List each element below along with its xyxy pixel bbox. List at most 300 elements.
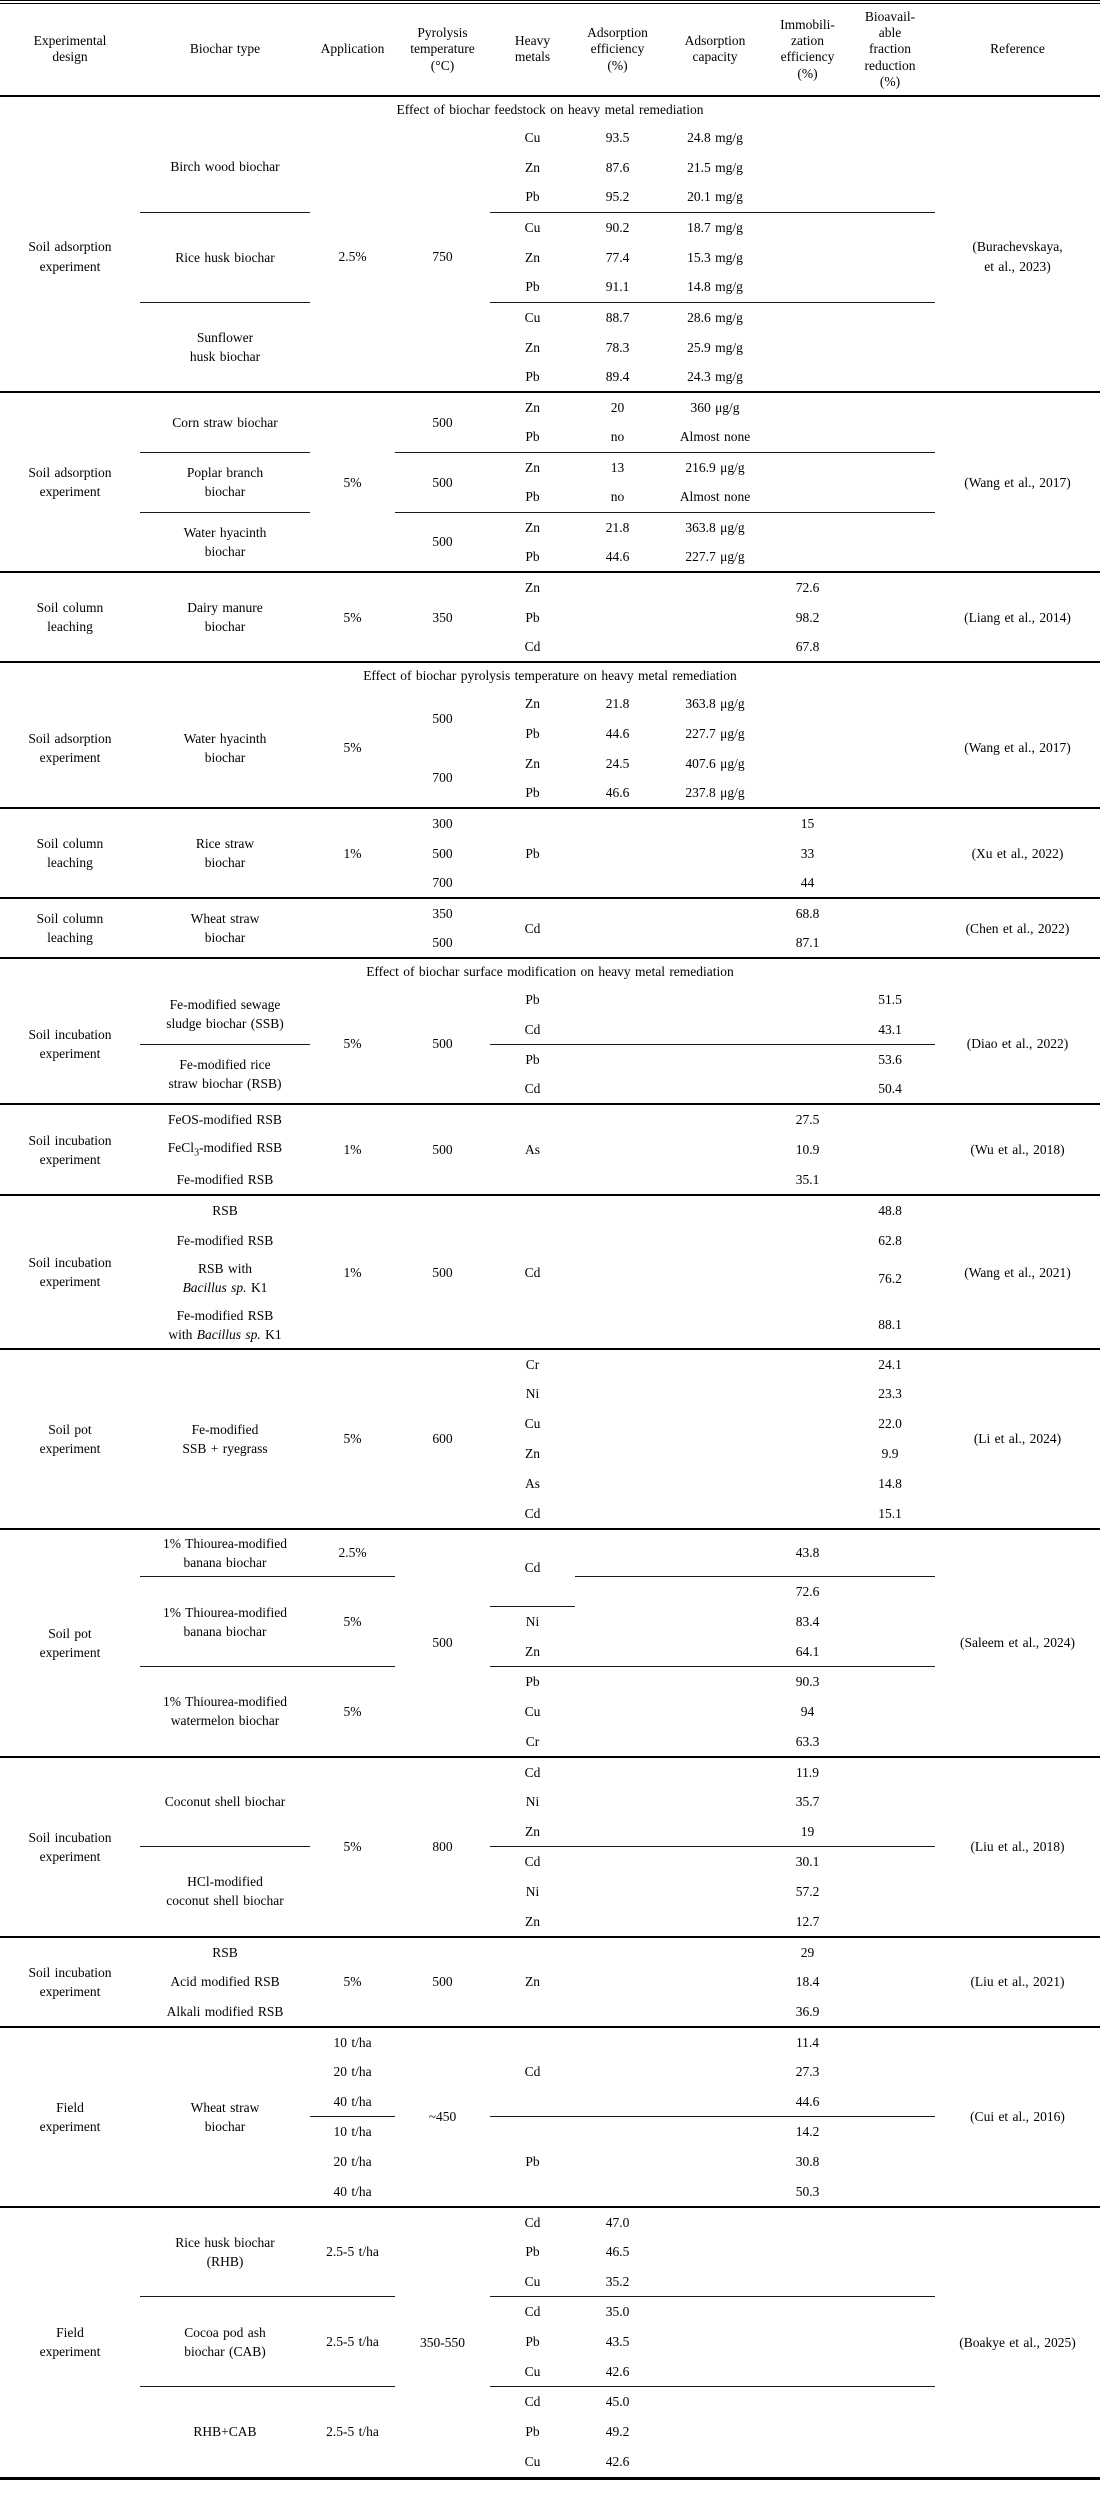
cell-immobilization-efficiency: 15 — [770, 808, 845, 838]
cell-experimental-design: Field experiment — [0, 2027, 140, 2207]
cell-application: 2.5% — [310, 1529, 395, 1577]
cell-bioavailable-reduction — [845, 1667, 935, 1697]
cell-heavy-metal: Pb — [525, 2153, 540, 2169]
cell-adsorption-efficiency — [575, 1225, 660, 1255]
cell-bioavailable-reduction: 22.0 — [878, 1416, 902, 1432]
cell-adsorption-efficiency: 87.6 — [605, 159, 630, 175]
cell-heavy-metal: Zn — [490, 1937, 575, 2027]
cell-pyrolysis-temperature: ~450 — [395, 2027, 490, 2207]
cell-bioavailable-reduction: 24.1 — [845, 1349, 935, 1379]
cell-bioavailable-reduction — [845, 748, 935, 778]
cell-immobilization-efficiency — [770, 1499, 845, 1529]
cell-adsorption-efficiency: 21.8 — [605, 695, 630, 711]
cell-immobilization-efficiency — [770, 778, 845, 808]
cell-bioavailable-reduction — [845, 2267, 935, 2297]
table-row — [0, 2207, 1100, 2237]
cell-adsorption-efficiency — [575, 1997, 660, 2027]
cell-adsorption-efficiency — [575, 1727, 660, 1757]
cell-adsorption-efficiency: 24.5 — [605, 755, 630, 771]
cell-immobilization-efficiency: 27.5 — [770, 1104, 845, 1134]
cell-immobilization-efficiency: 57.2 — [795, 1884, 820, 1900]
cell-adsorption-capacity — [660, 2027, 770, 2057]
cell-heavy-metal: Zn — [525, 339, 540, 355]
cell-adsorption-capacity — [660, 1195, 770, 1225]
cell-bioavailable-reduction — [845, 1877, 935, 1907]
cell-bioavailable-reduction — [845, 2117, 935, 2147]
cell-bioavailable-reduction — [845, 1727, 935, 1757]
cell-bioavailable-reduction — [845, 2387, 935, 2417]
cell-heavy-metal: Cd — [524, 2304, 541, 2320]
col-header-experimental-design: Experimental design — [0, 4, 140, 96]
cell-adsorption-capacity — [660, 1967, 770, 1997]
cell-heavy-metal: Pb — [490, 422, 575, 452]
cell-immobilization-efficiency — [770, 1255, 845, 1301]
table-row — [0, 688, 1100, 718]
cell-adsorption-capacity — [660, 2357, 770, 2387]
cell-adsorption-capacity — [660, 1469, 770, 1499]
cell-immobilization-efficiency: 12.7 — [795, 1913, 820, 1929]
cell-experimental-design: Field experiment — [0, 2207, 140, 2477]
cell-reference: (Diao et al., 2022) — [966, 1036, 1069, 1052]
cell-adsorption-efficiency: 90.2 — [605, 219, 630, 235]
cell-biochar-type: 1% Thiourea-modified banana biochar — [140, 1577, 310, 1667]
cell-adsorption-capacity — [660, 808, 770, 838]
cell-pyrolysis-temperature: 500 — [432, 534, 453, 550]
col-header-bioavailable-reduction: Bioavail- able fraction reduction (%) — [845, 4, 935, 96]
cell-adsorption-efficiency — [575, 1667, 660, 1697]
cell-bioavailable-reduction — [845, 808, 935, 838]
cell-heavy-metal: Cd — [524, 639, 541, 655]
cell-application: 2.5% — [338, 249, 367, 265]
cell-bioavailable-reduction — [845, 1937, 935, 1967]
cell-bioavailable-reduction: 51.5 — [878, 991, 902, 1007]
cell-adsorption-efficiency — [575, 984, 660, 1014]
cell-bioavailable-reduction — [845, 242, 935, 272]
cell-bioavailable-reduction — [845, 2057, 935, 2087]
cell-biochar-type: Alkali modified RSB — [166, 2003, 284, 2019]
cell-immobilization-efficiency — [770, 512, 845, 542]
cell-adsorption-capacity: 24.8 mg/g — [687, 129, 743, 145]
table-row — [0, 572, 1100, 602]
cell-bioavailable-reduction — [845, 1529, 935, 1577]
cell-adsorption-capacity — [660, 984, 770, 1014]
cell-heavy-metal: Cu — [524, 1416, 541, 1432]
cell-immobilization-efficiency — [770, 2327, 845, 2357]
cell-adsorption-efficiency — [575, 1255, 660, 1301]
cell-adsorption-efficiency — [575, 2027, 660, 2057]
cell-adsorption-capacity — [660, 2267, 770, 2297]
cell-bioavailable-reduction: 43.1 — [845, 1014, 935, 1044]
cell-biochar-type: FeCl$_3$-modified RSB — [167, 1140, 283, 1160]
cell-bioavailable-reduction — [845, 2207, 935, 2237]
cell-heavy-metal: Zn — [490, 572, 575, 602]
cell-adsorption-efficiency: 91.1 — [575, 272, 660, 302]
cell-application: 5% — [310, 1937, 395, 2027]
table-body — [0, 96, 1100, 2477]
cell-immobilization-efficiency — [770, 1439, 845, 1469]
table-row — [0, 1529, 1100, 1577]
cell-heavy-metal: Cd — [490, 898, 575, 958]
cell-adsorption-capacity — [660, 1727, 770, 1757]
cell-biochar-type: Poplar branch biochar — [140, 452, 310, 512]
cell-immobilization-efficiency: 43.8 — [770, 1529, 845, 1577]
cell-adsorption-efficiency — [575, 2117, 660, 2147]
cell-immobilization-efficiency — [770, 242, 845, 272]
cell-heavy-metal: Cd — [524, 1854, 541, 1870]
cell-bioavailable-reduction — [845, 602, 935, 632]
table-row — [0, 1349, 1100, 1379]
cell-bioavailable-reduction — [845, 868, 935, 898]
cell-adsorption-efficiency — [575, 2177, 660, 2207]
cell-immobilization-efficiency — [770, 542, 845, 572]
cell-immobilization-efficiency — [770, 688, 845, 718]
cell-immobilization-efficiency — [770, 2447, 845, 2477]
cell-bioavailable-reduction: 15.1 — [878, 1505, 902, 1521]
cell-biochar-type: Corn straw biochar — [140, 392, 310, 452]
cell-application: 10 t/ha — [333, 2124, 372, 2140]
cell-adsorption-efficiency: 13 — [610, 459, 625, 475]
cell-adsorption-capacity: 24.3 mg/g — [687, 369, 743, 385]
cell-immobilization-efficiency — [770, 1349, 845, 1379]
cell-bioavailable-reduction — [845, 332, 935, 362]
cell-adsorption-efficiency — [575, 2147, 660, 2177]
cell-heavy-metal: Ni — [525, 1884, 540, 1900]
cell-pyrolysis-temperature: 500 — [395, 1529, 490, 1757]
cell-bioavailable-reduction — [845, 362, 935, 392]
cell-bioavailable-reduction — [845, 2147, 935, 2177]
cell-heavy-metal: Pb — [525, 991, 540, 1007]
cell-immobilization-efficiency: 10.9 — [795, 1142, 820, 1158]
cell-immobilization-efficiency — [770, 2297, 845, 2327]
cell-immobilization-efficiency: 27.3 — [795, 2064, 820, 2080]
cell-pyrolysis-temperature: 350 — [395, 572, 490, 662]
cell-heavy-metal: Zn — [525, 695, 540, 711]
table-row — [0, 1104, 1100, 1134]
cell-adsorption-efficiency: 93.5 — [605, 129, 630, 145]
cell-adsorption-capacity: 407.6 μg/g — [685, 755, 745, 771]
cell-adsorption-capacity — [660, 1044, 770, 1074]
cell-adsorption-capacity — [660, 1877, 770, 1907]
table-row — [0, 808, 1100, 838]
cell-immobilization-efficiency: 44.6 — [770, 2087, 845, 2117]
cell-immobilization-efficiency — [770, 2207, 845, 2237]
cell-heavy-metal: Pb — [525, 1052, 540, 1068]
cell-application: 20 t/ha — [333, 2064, 372, 2080]
cell-adsorption-capacity — [660, 2327, 770, 2357]
cell-heavy-metal: Zn — [525, 519, 540, 535]
cell-biochar-type: Water hyacinth biochar — [183, 730, 267, 765]
cell-immobilization-efficiency — [770, 362, 845, 392]
cell-immobilization-efficiency — [770, 482, 845, 512]
cell-immobilization-efficiency — [770, 1014, 845, 1044]
cell-reference: (Wang et al., 2017) — [964, 740, 1071, 756]
col-header-application: Application — [310, 4, 395, 96]
cell-bioavailable-reduction — [845, 182, 935, 212]
cell-adsorption-efficiency: 44.6 — [605, 725, 630, 741]
cell-biochar-type: Rice husk biochar — [140, 212, 310, 302]
cell-heavy-metal: Pb — [525, 609, 540, 625]
cell-bioavailable-reduction — [845, 122, 935, 152]
cell-bioavailable-reduction — [845, 928, 935, 958]
cell-heavy-metal: Cd — [490, 2207, 575, 2237]
cell-adsorption-capacity: 18.7 mg/g — [687, 219, 743, 235]
col-header-reference: Reference — [935, 4, 1100, 96]
cell-adsorption-efficiency — [575, 1529, 660, 1577]
cell-reference: (Liu et al., 2021) — [935, 1937, 1100, 2027]
cell-adsorption-efficiency — [575, 1104, 660, 1134]
cell-application: 2.5-5 t/ha — [326, 2424, 379, 2440]
cell-heavy-metal: Zn — [490, 1637, 575, 1667]
cell-adsorption-capacity — [660, 2177, 770, 2207]
cell-bioavailable-reduction — [845, 2447, 935, 2477]
cell-immobilization-efficiency — [770, 302, 845, 332]
cell-bioavailable-reduction — [845, 152, 935, 182]
cell-adsorption-capacity — [660, 1225, 770, 1255]
cell-application: 2.5-5 t/ha — [310, 2207, 395, 2297]
cell-immobilization-efficiency: 64.1 — [770, 1637, 845, 1667]
cell-adsorption-capacity — [660, 1302, 770, 1349]
cell-immobilization-efficiency: 30.8 — [795, 2154, 820, 2170]
cell-bioavailable-reduction — [845, 1847, 935, 1877]
cell-application: 1% — [310, 1195, 395, 1349]
cell-application: 5% — [310, 1577, 395, 1667]
cell-adsorption-capacity — [660, 1817, 770, 1847]
cell-biochar-type: RSB with Bacillus sp. K1 — [182, 1261, 268, 1296]
cell-adsorption-efficiency: no — [575, 422, 660, 452]
cell-adsorption-efficiency — [575, 1937, 660, 1967]
cell-adsorption-efficiency — [575, 2087, 660, 2117]
cell-pyrolysis-temperature: 500 — [432, 710, 453, 726]
cell-bioavailable-reduction — [845, 2177, 935, 2207]
cell-adsorption-capacity — [660, 2117, 770, 2147]
cell-adsorption-capacity — [660, 868, 770, 898]
cell-adsorption-capacity — [660, 1847, 770, 1877]
cell-adsorption-efficiency — [575, 1074, 660, 1104]
table-row — [0, 1757, 1100, 1787]
cell-adsorption-capacity — [660, 1165, 770, 1195]
cell-adsorption-efficiency — [575, 1847, 660, 1877]
cell-adsorption-capacity — [660, 1349, 770, 1379]
cell-heavy-metal: Pb — [490, 482, 575, 512]
cell-adsorption-efficiency: 47.0 — [575, 2207, 660, 2237]
cell-immobilization-efficiency: 83.4 — [795, 1614, 820, 1630]
cell-adsorption-efficiency — [575, 1409, 660, 1439]
cell-bioavailable-reduction — [845, 632, 935, 662]
cell-adsorption-efficiency — [575, 1637, 660, 1667]
cell-adsorption-efficiency: 35.2 — [575, 2267, 660, 2297]
cell-bioavailable-reduction: 14.8 — [878, 1476, 902, 1492]
cell-bioavailable-reduction: 76.2 — [878, 1270, 902, 1286]
cell-heavy-metal: Zn — [525, 249, 540, 265]
cell-immobilization-efficiency: 30.1 — [795, 1854, 820, 1870]
cell-immobilization-efficiency: 63.3 — [795, 1733, 820, 1749]
cell-pyrolysis-temperature: 700 — [432, 770, 453, 786]
cell-application: 20 t/ha — [333, 2154, 372, 2170]
cell-immobilization-efficiency — [770, 122, 845, 152]
cell-bioavailable-reduction — [845, 1757, 935, 1787]
cell-heavy-metal: Cd — [490, 1529, 575, 1607]
cell-adsorption-capacity: 227.7 μg/g — [685, 725, 745, 741]
cell-pyrolysis-temperature: 500 — [432, 1036, 453, 1052]
cell-bioavailable-reduction — [845, 1577, 935, 1607]
cell-immobilization-efficiency — [770, 2417, 845, 2447]
cell-experimental-design: Soil incubation experiment — [0, 1937, 140, 2027]
cell-heavy-metal: Pb — [525, 725, 540, 741]
cell-bioavailable-reduction — [845, 482, 935, 512]
cell-adsorption-efficiency — [575, 1787, 660, 1817]
cell-bioavailable-reduction — [845, 1607, 935, 1637]
cell-heavy-metal: Pb — [525, 549, 540, 565]
cell-adsorption-capacity: 237.8 μg/g — [685, 785, 745, 801]
cell-biochar-type: Water hyacinth biochar — [183, 524, 267, 559]
cell-experimental-design: Soil adsorption experiment — [28, 239, 112, 274]
cell-adsorption-capacity — [660, 2057, 770, 2087]
cell-heavy-metal: Pb — [525, 2424, 540, 2440]
cell-adsorption-efficiency: 20 — [575, 392, 660, 422]
cell-bioavailable-reduction: 9.9 — [881, 1446, 899, 1462]
cell-pyrolysis-temperature: 350 — [395, 898, 490, 928]
cell-adsorption-capacity — [660, 1409, 770, 1439]
cell-immobilization-efficiency: 98.2 — [795, 609, 820, 625]
cell-biochar-type: Fe-modified SSB + ryegrass — [140, 1349, 310, 1529]
cell-biochar-type: Cocoa pod ash biochar (CAB) — [140, 2297, 310, 2387]
cell-reference: (Chen et al., 2022) — [935, 898, 1100, 958]
cell-adsorption-capacity — [660, 572, 770, 602]
cell-immobilization-efficiency — [770, 1074, 845, 1104]
cell-biochar-type: Fe-modified RSB — [176, 1232, 274, 1248]
table-row — [0, 1937, 1100, 1967]
cell-application: 5% — [343, 1703, 362, 1719]
cell-immobilization-efficiency — [770, 1409, 845, 1439]
cell-immobilization-efficiency: 87.1 — [795, 935, 820, 951]
cell-adsorption-capacity: 15.3 mg/g — [687, 249, 743, 265]
cell-heavy-metal: Cu — [490, 2267, 575, 2297]
cell-experimental-design: Soil incubation experiment — [0, 1195, 140, 1349]
cell-adsorption-efficiency — [575, 1607, 660, 1637]
cell-adsorption-efficiency: 45.0 — [605, 2394, 630, 2410]
cell-immobilization-efficiency: 14.2 — [795, 2124, 820, 2140]
cell-immobilization-efficiency — [770, 452, 845, 482]
cell-application: 5% — [343, 740, 362, 756]
cell-adsorption-efficiency — [575, 1302, 660, 1349]
cell-reference: (Wu et al., 2018) — [935, 1104, 1100, 1195]
cell-biochar-type: Coconut shell biochar — [140, 1757, 310, 1847]
cell-immobilization-efficiency — [770, 212, 845, 242]
cell-heavy-metal: Pb — [490, 808, 575, 898]
cell-adsorption-efficiency — [575, 632, 660, 662]
table-row — [0, 898, 1100, 928]
cell-adsorption-capacity — [660, 1757, 770, 1787]
col-header-immobilization-efficiency: Immobili- zation efficiency (%) — [770, 4, 845, 96]
cell-immobilization-efficiency — [770, 332, 845, 362]
cell-adsorption-efficiency: 21.8 — [605, 519, 630, 535]
remediation-table — [0, 4, 1100, 2477]
cell-adsorption-capacity: 360 μg/g — [660, 392, 770, 422]
cell-bioavailable-reduction — [845, 2357, 935, 2387]
cell-immobilization-efficiency — [770, 1044, 845, 1074]
cell-biochar-type: FeOS-modified RSB — [140, 1104, 310, 1134]
cell-adsorption-efficiency — [575, 2057, 660, 2087]
cell-adsorption-capacity — [660, 1499, 770, 1529]
cell-bioavailable-reduction — [845, 212, 935, 242]
cell-reference: (Liang et al., 2014) — [935, 572, 1100, 662]
cell-adsorption-capacity — [660, 2417, 770, 2447]
cell-adsorption-efficiency — [575, 572, 660, 602]
cell-heavy-metal: Pb — [525, 369, 540, 385]
cell-application: 5% — [310, 392, 395, 572]
cell-bioavailable-reduction — [845, 2087, 935, 2117]
col-header-biochar-type: Biochar type — [140, 4, 310, 96]
cell-adsorption-capacity: Almost none — [660, 482, 770, 512]
cell-adsorption-capacity — [660, 1074, 770, 1104]
cell-adsorption-efficiency: 35.0 — [605, 2304, 630, 2320]
cell-adsorption-efficiency — [575, 1165, 660, 1195]
cell-immobilization-efficiency — [770, 392, 845, 422]
cell-heavy-metal: Cu — [524, 2454, 541, 2470]
cell-adsorption-capacity — [660, 1439, 770, 1469]
cell-bioavailable-reduction — [845, 898, 935, 928]
cell-adsorption-capacity — [660, 2297, 770, 2327]
cell-heavy-metal: Zn — [525, 1913, 540, 1929]
cell-heavy-metal: Cu — [524, 219, 541, 235]
cell-adsorption-capacity: 363.8 μg/g — [685, 695, 745, 711]
cell-bioavailable-reduction — [845, 392, 935, 422]
cell-immobilization-efficiency — [770, 718, 845, 748]
cell-bioavailable-reduction — [845, 2297, 935, 2327]
cell-heavy-metal: Zn — [490, 392, 575, 422]
cell-immobilization-efficiency: 94 — [800, 1704, 815, 1720]
cell-experimental-design: Soil adsorption experiment — [0, 392, 140, 572]
cell-bioavailable-reduction — [845, 572, 935, 602]
cell-adsorption-efficiency — [575, 1577, 660, 1607]
section-title: Effect of biochar feedstock on heavy metal remediation — [0, 96, 1100, 122]
cell-adsorption-capacity — [660, 1014, 770, 1044]
cell-immobilization-efficiency: 35.7 — [795, 1794, 820, 1810]
cell-application: 40 t/ha — [333, 2183, 372, 2199]
cell-heavy-metal: Cu — [524, 129, 541, 145]
cell-pyrolysis-temperature: 300 — [395, 808, 490, 838]
cell-adsorption-efficiency: 49.2 — [605, 2424, 630, 2440]
cell-heavy-metal: Pb — [490, 272, 575, 302]
cell-pyrolysis-temperature: 500 — [395, 452, 490, 512]
cell-heavy-metal: Zn — [525, 755, 540, 771]
cell-immobilization-efficiency: 11.9 — [770, 1757, 845, 1787]
cell-adsorption-capacity — [660, 1907, 770, 1937]
cell-experimental-design: Soil adsorption experiment — [28, 730, 112, 765]
cell-bioavailable-reduction — [845, 542, 935, 572]
cell-bioavailable-reduction — [845, 1104, 935, 1134]
cell-bioavailable-reduction — [845, 1637, 935, 1667]
cell-heavy-metal: Cd — [524, 1505, 541, 1521]
cell-application: 1% — [310, 808, 395, 898]
cell-adsorption-efficiency: 88.7 — [605, 309, 630, 325]
cell-bioavailable-reduction — [845, 778, 935, 808]
cell-immobilization-efficiency: 67.8 — [795, 639, 820, 655]
cell-adsorption-efficiency — [575, 1907, 660, 1937]
cell-adsorption-efficiency: no — [575, 482, 660, 512]
cell-adsorption-efficiency — [575, 1379, 660, 1409]
cell-pyrolysis-temperature: 350-550 — [395, 2207, 490, 2477]
cell-adsorption-efficiency — [575, 868, 660, 898]
cell-biochar-type: Wheat straw biochar — [140, 2027, 310, 2207]
cell-application — [310, 898, 395, 958]
section-title: Effect of biochar pyrolysis temperature on heavy metal remediation — [0, 662, 1100, 688]
cell-reference: (Li et al., 2024) — [935, 1349, 1100, 1529]
cell-immobilization-efficiency — [770, 1302, 845, 1349]
cell-adsorption-capacity — [660, 1379, 770, 1409]
cell-adsorption-capacity — [660, 2237, 770, 2267]
cell-bioavailable-reduction: 23.3 — [878, 1386, 902, 1402]
